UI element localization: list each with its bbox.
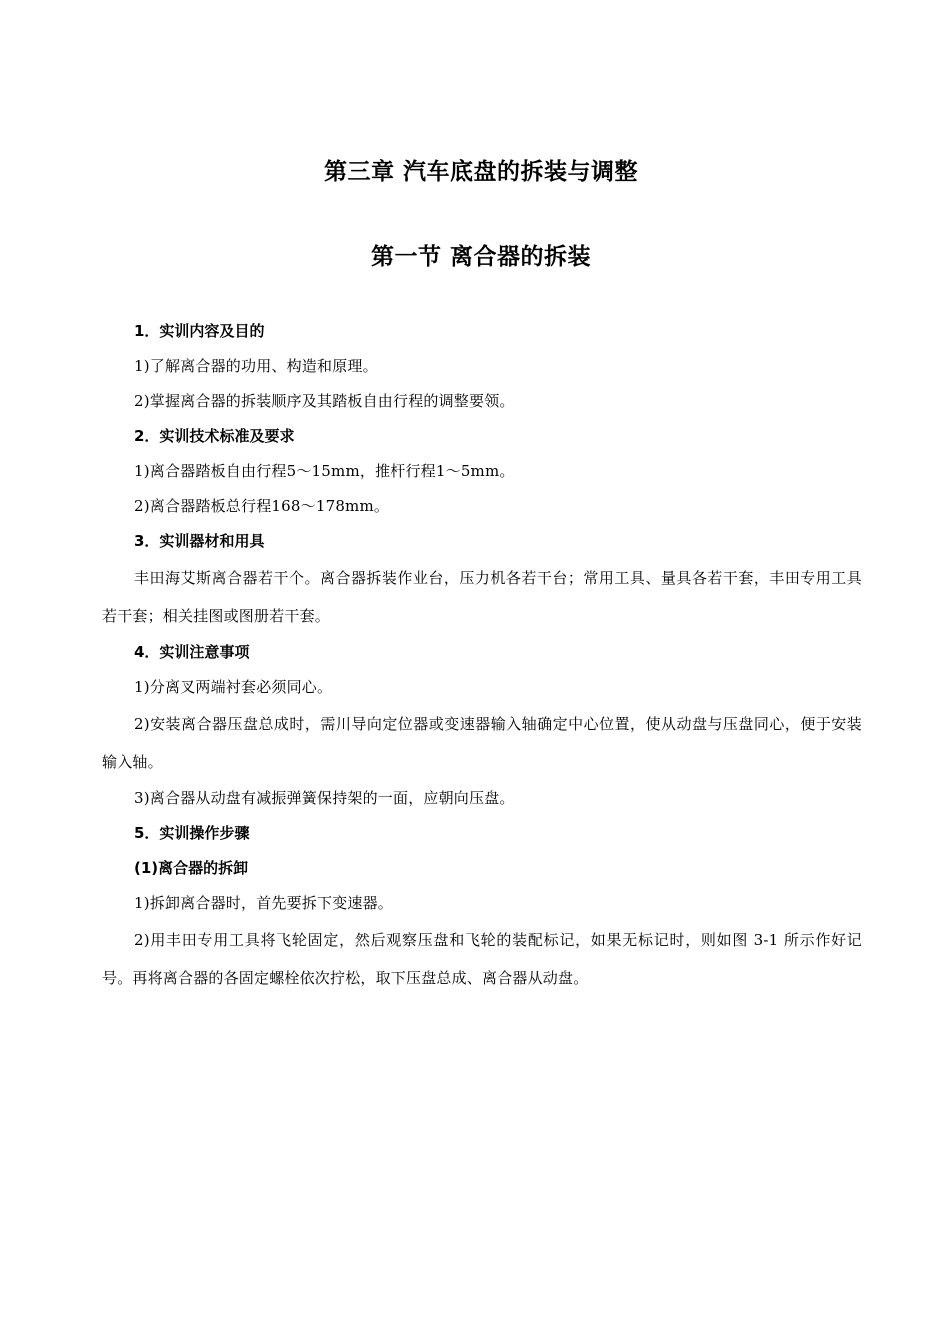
paragraph: 2)用丰田专用工具将飞轮固定，然后观察压盘和飞轮的装配标记，如果无标记时，则如图 3-1 所示作好记号。再将离合器的各固定螺栓依次拧松，取下压盘总成、离合器从动盘。 [102, 931, 862, 987]
heading-technical-standards: 2．实训技术标准及要求 [134, 427, 295, 445]
heading-precautions: 4．实训注意事项 [134, 643, 250, 661]
paragraph: 2)离合器踏板总行程168～178mm。 [134, 497, 390, 515]
heading-training-content: 1．实训内容及目的 [134, 322, 265, 340]
paragraph: 3)离合器从动盘有减振弹簧保持架的一面，应朝向压盘。 [134, 789, 515, 807]
chapter-title: 第三章 汽车底盘的拆装与调整 [323, 159, 638, 185]
heading-equipment: 3．实训器材和用具 [134, 532, 265, 550]
subheading-clutch-removal: (1)离合器的拆卸 [134, 859, 249, 877]
paragraph: 丰田海艾斯离合器若干个。离合器拆装作业台，压力机各若干台；常用工具、量具各若干套，丰田专用工具若干套；相关挂图或图册若干套。 [102, 569, 862, 625]
paragraph: 1)分离叉两端衬套必须同心。 [134, 678, 333, 696]
heading-operation-steps: 5．实训操作步骤 [134, 824, 250, 842]
document-body [102, 314, 862, 997]
section-title: 第一节 离合器的拆装 [370, 244, 591, 270]
paragraph: 2)掌握离合器的拆装顺序及其踏板自由行程的调整要领。 [134, 392, 515, 410]
paragraph: 1)离合器踏板自由行程5～15mm，推杆行程1～5mm。 [134, 462, 515, 480]
paragraph: 1)了解离合器的功用、构造和原理。 [134, 357, 378, 375]
paragraph: 1)拆卸离合器时，首先要拆下变速器。 [134, 894, 393, 912]
paragraph: 2)安装离合器压盘总成时，需川导向定位器或变速器输入轴确定中心位置，使从动盘与压盘同心，便于安装输入轴。 [102, 715, 862, 771]
